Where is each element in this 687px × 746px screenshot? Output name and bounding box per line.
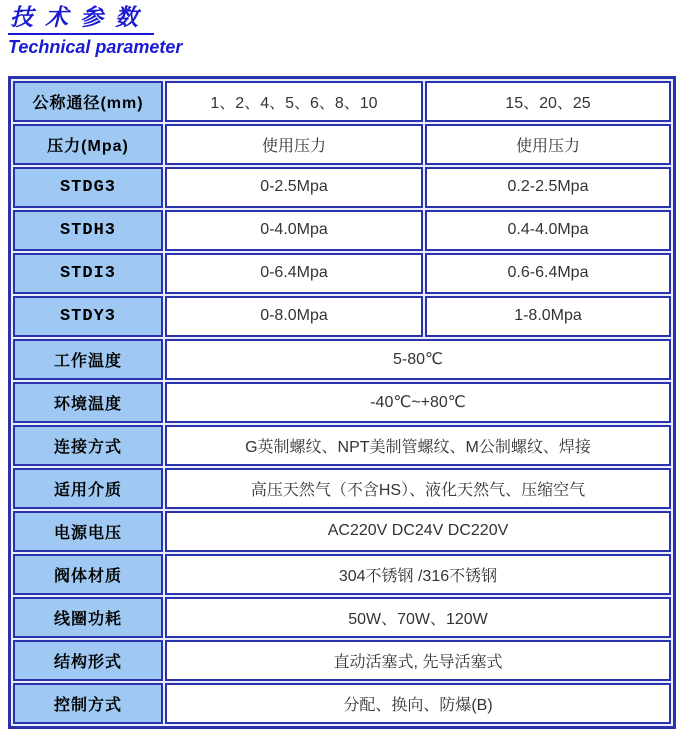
row-label: 工作温度	[13, 339, 163, 380]
row-label: STDY3	[13, 296, 163, 337]
row-label: 连接方式	[13, 425, 163, 466]
row-value: 0-2.5Mpa	[165, 167, 423, 208]
row-value: 0.2-2.5Mpa	[425, 167, 671, 208]
row-label: 电源电压	[13, 511, 163, 552]
row-value: 使用压力	[425, 124, 671, 165]
row-label: STDH3	[13, 210, 163, 251]
row-label: 公称通径(mm)	[13, 81, 163, 122]
table-row	[13, 81, 671, 122]
row-value: 0.4-4.0Mpa	[425, 210, 671, 251]
row-label: 压力(Mpa)	[13, 124, 163, 165]
table-row	[13, 382, 671, 423]
row-value: 0-4.0Mpa	[165, 210, 423, 251]
row-value: 0.6-6.4Mpa	[425, 253, 671, 294]
table-row	[13, 683, 671, 724]
row-value: 使用压力	[165, 124, 423, 165]
row-label: STDG3	[13, 167, 163, 208]
row-value: 高压天然气（不含HS）、液化天然气、压缩空气	[165, 468, 671, 509]
row-value: 5-80℃	[165, 339, 671, 380]
row-label: 结构形式	[13, 640, 163, 681]
table-row	[13, 425, 671, 466]
table-row	[13, 597, 671, 638]
table-row	[13, 339, 671, 380]
table-row	[13, 167, 671, 208]
row-value: 0-6.4Mpa	[165, 253, 423, 294]
row-value: 0-8.0Mpa	[165, 296, 423, 337]
row-label: STDI3	[13, 253, 163, 294]
technical-parameter-table	[8, 76, 676, 729]
row-label: 线圈功耗	[13, 597, 163, 638]
row-value: 304不锈钢 /316不锈钢	[165, 554, 671, 595]
page-title-chinese: 技 术 参 数	[8, 5, 154, 35]
table-row	[13, 640, 671, 681]
table-row	[13, 511, 671, 552]
row-label: 适用介质	[13, 468, 163, 509]
table-row	[13, 210, 671, 251]
title-block	[8, 5, 687, 59]
table-row	[13, 124, 671, 165]
row-value: -40℃~+80℃	[165, 382, 671, 423]
table-row	[13, 554, 671, 595]
table-row	[13, 296, 671, 337]
page-title-english: Technical parameter	[8, 37, 183, 58]
row-value: 1、2、4、5、6、8、10	[165, 81, 423, 122]
table-row	[13, 468, 671, 509]
row-value: 分配、换向、防爆(B)	[165, 683, 671, 724]
row-label: 阀体材质	[13, 554, 163, 595]
row-label: 控制方式	[13, 683, 163, 724]
row-label: 环境温度	[13, 382, 163, 423]
row-value: 50W、70W、120W	[165, 597, 671, 638]
table-row	[13, 253, 671, 294]
row-value: 1-8.0Mpa	[425, 296, 671, 337]
row-value: 直动活塞式, 先导活塞式	[165, 640, 671, 681]
row-value: AC220V DC24V DC220V	[165, 511, 671, 552]
row-value: 15、20、25	[425, 81, 671, 122]
row-value: G英制螺纹、NPT美制管螺纹、M公制螺纹、焊接	[165, 425, 671, 466]
